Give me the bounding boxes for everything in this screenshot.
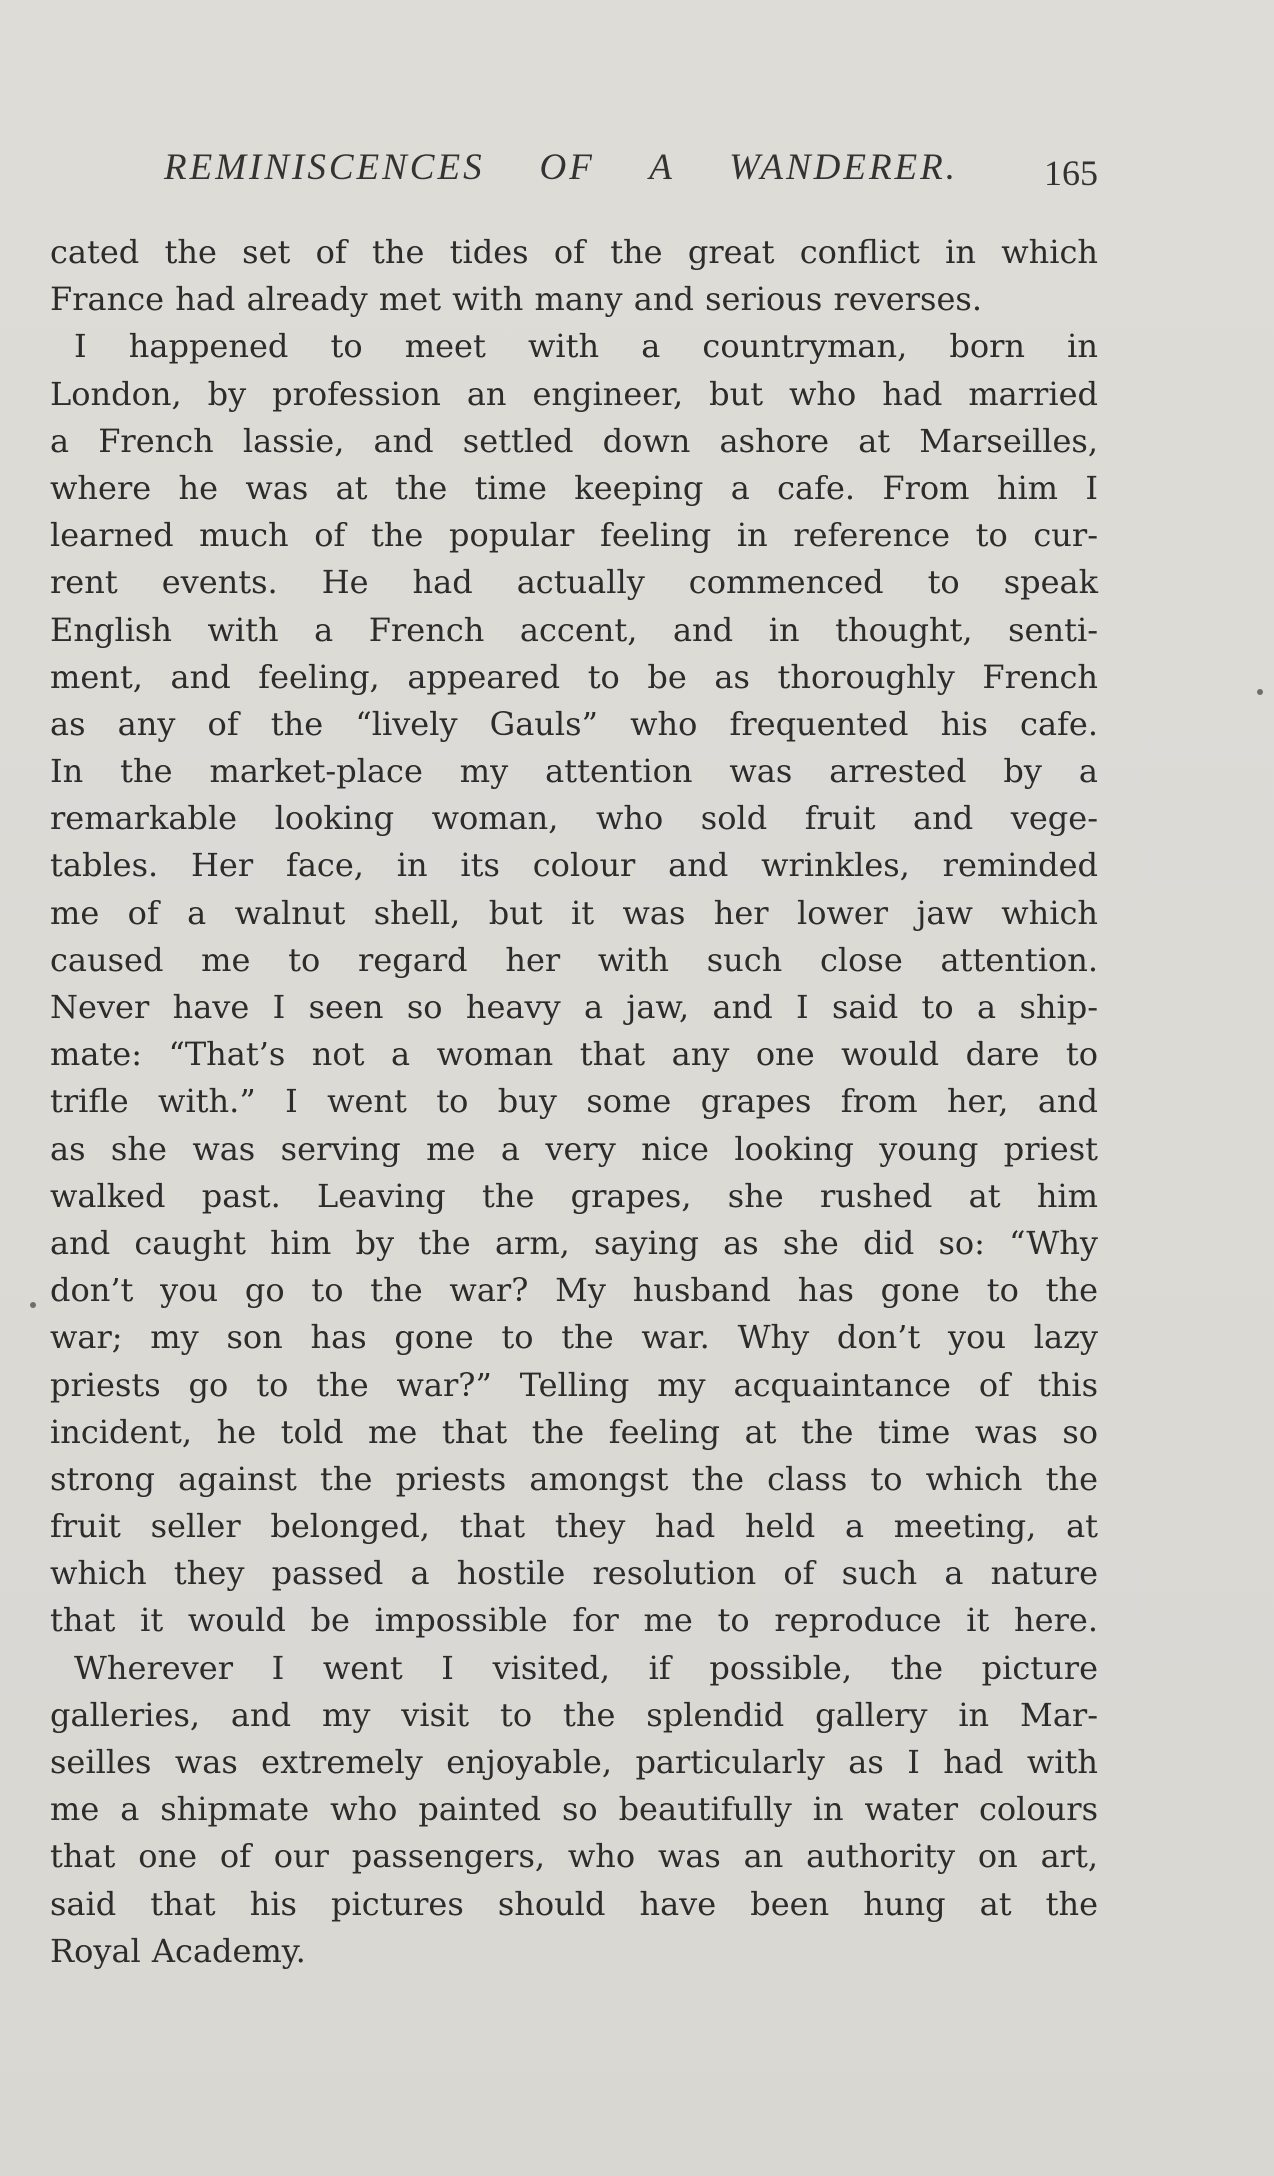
text-line: France had already met with many and serious reverses. bbox=[50, 280, 982, 319]
text-line: learned much of the popular feeling in reference to cur- bbox=[50, 516, 1098, 555]
text-line: said that his pictures should have been hung at the bbox=[50, 1884, 1098, 1923]
text-line: fruit seller belonged, that they had held a meeting, at bbox=[50, 1507, 1098, 1546]
text-line: In the market-place my attention was arrested by a bbox=[50, 752, 1098, 791]
text-line: me of a walnut shell, but it was her lower jaw which bbox=[50, 893, 1098, 932]
text-line: a French lassie, and settled down ashore at Marseilles, bbox=[50, 421, 1098, 460]
print-speck bbox=[1257, 689, 1263, 695]
paragraph-start-line: Wherever I went I visited, if possible, the picture bbox=[74, 1648, 1098, 1687]
text-line: ment, and feeling, appeared to be as thoroughly French bbox=[50, 657, 1098, 696]
text-line: war; my son has gone to the war. Why don’t you lazy bbox=[50, 1318, 1098, 1357]
text-line: Never have I seen so heavy a jaw, and I said to a ship- bbox=[50, 988, 1098, 1026]
text-line: as she was serving me a very nice looking young priest bbox=[50, 1129, 1098, 1168]
text-line: remarkable looking woman, who sold fruit and vege- bbox=[50, 799, 1098, 838]
text-line: tables. Her face, in its colour and wrinkles, reminded bbox=[50, 846, 1098, 885]
text-line: which they passed a hostile resolution of such a nature bbox=[50, 1554, 1098, 1593]
text-line: galleries, and my visit to the splendid gallery in Mar- bbox=[50, 1695, 1098, 1734]
paragraph-start-line: I happened to meet with a countryman, born in bbox=[74, 327, 1098, 366]
text-line: seilles was extremely enjoyable, particularly as I had with bbox=[50, 1743, 1098, 1781]
text-line: trifle with.” I went to buy some grapes from her, and bbox=[50, 1082, 1098, 1121]
text-line: priests go to the war?” Telling my acquaintance of this bbox=[50, 1365, 1098, 1404]
body-text bbox=[50, 229, 1098, 1975]
text-line: mate: “That’s not a woman that any one would dare to bbox=[50, 1035, 1098, 1074]
page-number: 165 bbox=[1044, 153, 1098, 193]
text-line: me a shipmate who painted so beautifully in water colours bbox=[50, 1790, 1098, 1829]
text-line: that one of our passengers, who was an authority on art, bbox=[50, 1837, 1098, 1876]
text-line: and caught him by the arm, saying as she did so: “Why bbox=[50, 1223, 1098, 1262]
text-line: walked past. Leaving the grapes, she rushed at him bbox=[50, 1176, 1098, 1215]
text-line: don’t you go to the war? My husband has gone to the bbox=[50, 1271, 1098, 1310]
text-line: English with a French accent, and in thought, senti- bbox=[50, 610, 1098, 649]
text-line: caused me to regard her with such close attention. bbox=[50, 940, 1098, 979]
text-line: cated the set of the tides of the great conflict in which bbox=[50, 233, 1098, 271]
text-line: strong against the priests amongst the class to which the bbox=[50, 1459, 1098, 1498]
text-line: where he was at the time keeping a cafe. From him I bbox=[50, 468, 1098, 507]
running-title: REMINISCENCES OF A WANDERER. bbox=[164, 147, 958, 188]
text-line: rent events. He had actually commenced to speak bbox=[50, 563, 1098, 602]
text-line: incident, he told me that the feeling at the time was so bbox=[50, 1412, 1098, 1451]
text-line: that it would be impossible for me to reproduce it here. bbox=[50, 1601, 1098, 1640]
text-line: Royal Academy. bbox=[50, 1931, 306, 1970]
text-line: London, by profession an engineer, but who had married bbox=[50, 374, 1098, 413]
text-line: as any of the “lively Gauls” who frequented his cafe. bbox=[50, 704, 1098, 743]
print-speck bbox=[30, 1302, 36, 1308]
